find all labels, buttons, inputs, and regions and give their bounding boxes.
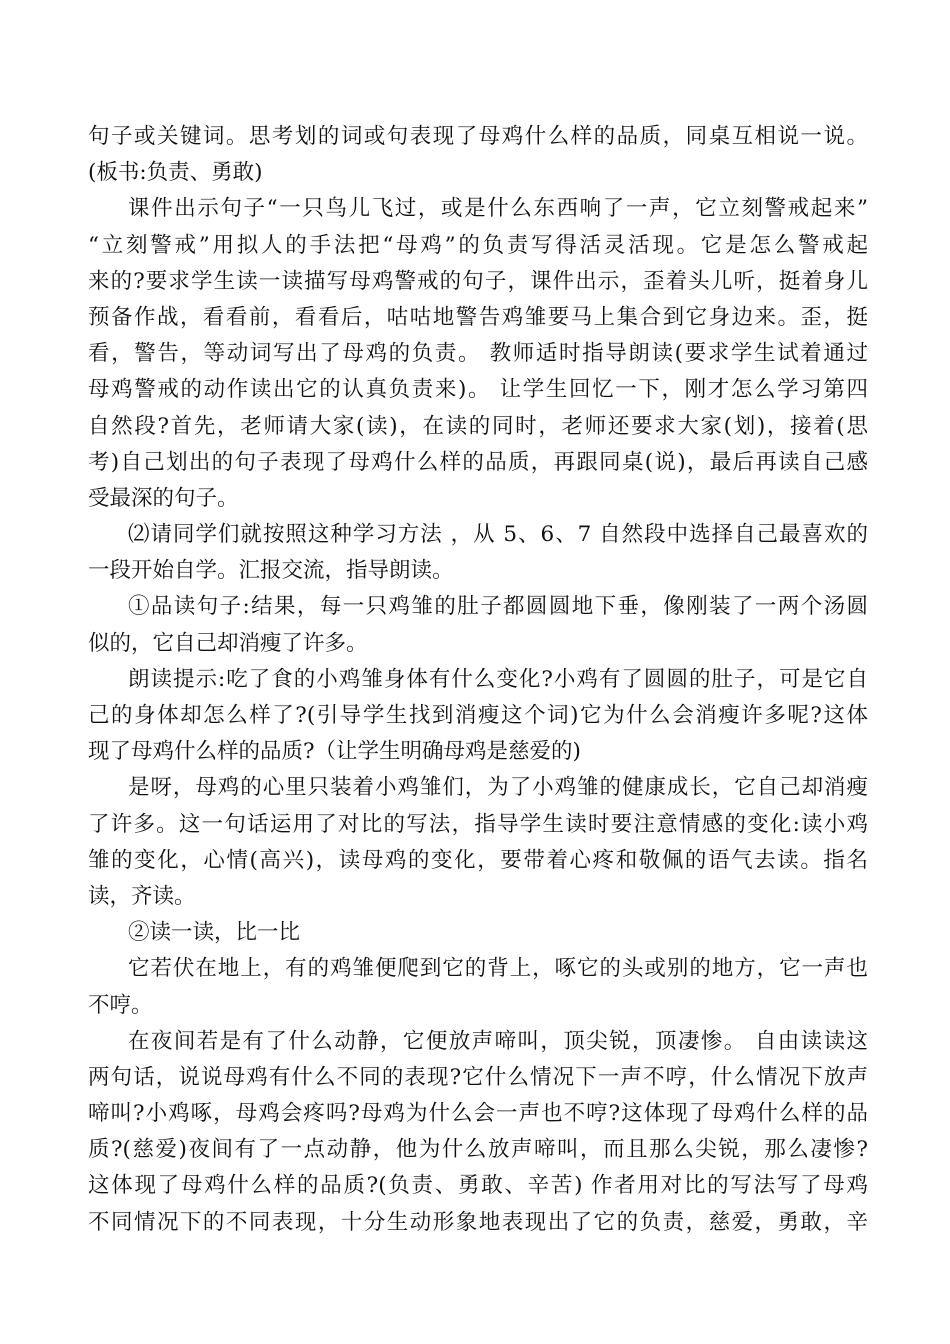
text-line: 预备作战，看看前，看看后，咕咕地警告鸡雏要马上集合到它身边来。歪，挺 — [88, 304, 868, 330]
text-line: 两句话，说说母鸡有什么不同的表现?它什么情况下一声不哼，什么情况下放声 — [88, 1064, 868, 1090]
text-line: 雏的变化，心情(高兴)，读母鸡的变化，要带着心疼和敬佩的语气去读。指名 — [88, 847, 868, 873]
text-line: 读，齐读。 — [88, 883, 196, 909]
text-line: 不同情况下的不同表现，十分生动形象地表现出了它的负责，慈爱，勇敢，辛 — [88, 1209, 868, 1235]
text-line: 在夜间若是有了什么动静，它便放声啼叫，顶尖锐，顶凄惨。 自由读读这 — [128, 1028, 868, 1054]
text-line: 现了母鸡什么样的品质?（让学生明确母鸡是慈爱的) — [88, 739, 581, 765]
text-line: 是呀，母鸡的心里只装着小鸡雏们，为了小鸡雏的健康成长，它自己却消瘦 — [128, 775, 868, 801]
text-line: 自然段?首先，老师请大家(读)，在读的同时，老师还要求大家(划)，接着(思 — [88, 413, 868, 439]
text-line: 朗读提示:吃了食的小鸡雏身体有什么变化?小鸡有了圆圆的肚子，可是它自 — [128, 666, 868, 692]
text-line: 己的身体却怎么样了?(引导学生找到消瘦这个词)它为什么会消瘦许多呢?这体 — [88, 703, 868, 728]
text-line: 似的，它自己却消瘦了许多。 — [88, 630, 368, 656]
text-line: ①品读句子:结果，每一只鸡雏的肚子都圆圆地下垂，像刚装了一两个汤圆 — [128, 594, 868, 620]
text-line: 一段开始自学。汇报交流，指导朗读。 — [88, 558, 454, 584]
text-line: 考)自己划出的句子表现了母鸡什么样的品质，再跟同桌(说)，最后再读自己感 — [88, 449, 868, 475]
text-line: 啼叫?小鸡啄，母鸡会疼吗?母鸡为什么会一声也不哼?这体现了母鸡什么样的品 — [88, 1101, 868, 1127]
text-line: 来的?要求学生读一读描写母鸡警戒的句子，课件出示，歪着头儿听，挺着身儿 — [88, 268, 868, 294]
text-line: ②读一读，比一比 — [128, 920, 301, 946]
text-line: 它若伏在地上，有的鸡雏便爬到它的背上，啄它的头或别的地方，它一声也 — [128, 956, 868, 982]
text-line: 不哼。 — [88, 992, 153, 1018]
text-line: (板书:负责、勇敢) — [88, 160, 263, 186]
text-line: 课件出示句子“一只鸟儿飞过，或是什么东西响了一声，它立刻警戒起来” — [128, 196, 868, 222]
text-line: ⑵请同学们就按照这种学习方法 ，从 5、6、7 自然段中选择自己最喜欢的 — [128, 522, 868, 548]
text-line: 了许多。这一句话运用了对比的写法，指导学生读时要注意情感的变化:读小鸡 — [88, 811, 868, 837]
text-line: 质?(慈爱)夜间有了一点动静，他为什么放声啼叫，而且那么尖锐，那么凄惨? — [88, 1137, 868, 1163]
text-line: 受最深的句子。 — [88, 485, 239, 511]
text-line: 母鸡警戒的动作读出它的认真负责来)。 让学生回忆一下，刚才怎么学习第四 — [88, 377, 868, 403]
text-line: 句子或关键词。思考划的词或句表现了母鸡什么样的品质，同桌互相说一说。 — [88, 124, 868, 149]
text-line: 这体现了母鸡什么样的品质?(负责、勇敢、辛苦) 作者用对比的写法写了母鸡 — [88, 1173, 868, 1199]
text-line: “立刻警戒”用拟人的手法把“母鸡”的负责写得活灵活现。它是怎么警戒起 — [88, 232, 868, 258]
document-body — [88, 119, 868, 1241]
text-line: 看，警告，等动词写出了母鸡的负责。 教师适时指导朗读(要求学生试着通过 — [88, 341, 868, 367]
